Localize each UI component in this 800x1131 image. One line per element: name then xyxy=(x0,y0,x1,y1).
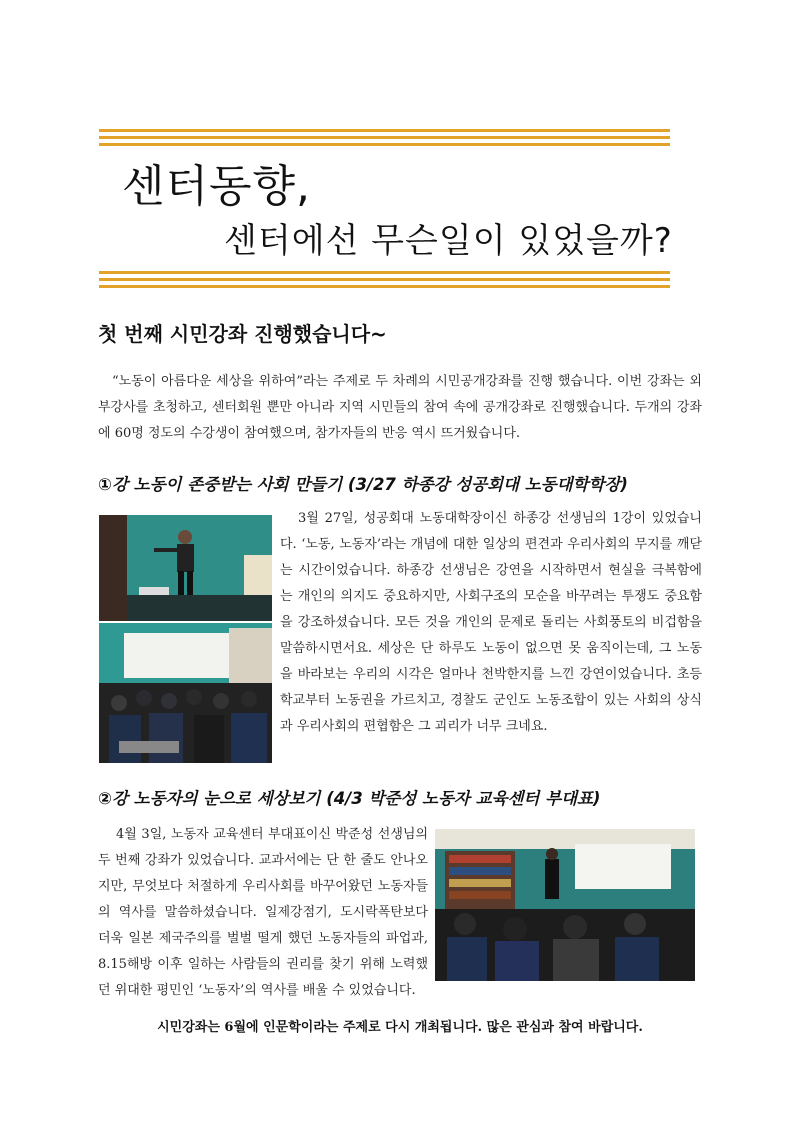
top-rule-3 xyxy=(99,143,670,146)
closing-notice: 시민강좌는 6월에 인문학이라는 주제로 다시 개최됩니다. 많은 관심과 참여 바랍니다. xyxy=(157,1020,643,1035)
lecture2-heading: ②강 노동자의 눈으로 세상보기 (4/3 박준성 노동자 교육센터 부대표) xyxy=(98,789,601,808)
lecture1-photo-speaker xyxy=(99,515,272,621)
lecture1-heading: ①강 노동이 존중받는 사회 만들기 (3/27 하종강 성공회대 노동대학학장) xyxy=(98,475,628,494)
bottom-rule-3 xyxy=(99,285,670,288)
top-rule-1 xyxy=(99,129,670,132)
page-title: 센터동향, xyxy=(122,161,312,212)
lecture2-paragraph: 4월 3일, 노동자 교육센터 부대표이신 박준성 선생님의 두 번째 강좌가 있었습니다. 교과서에는 단 한 줄도 안나오지만, 무엇보다 처절하게 우리사회를 바꾸어왔던 노동자들의 역사를 말씀하셨습니다. 일제강점기, 도시락폭탄보다 더욱 일본 제국주의를 벌벌 떨게 했던 노동자들의 파업과, 8.15해방 이후 일하는 사람들의 권리를 찾기 위해 노력했던 위대한 평민인 ‘노동자’의 역사를 배울 수 있었습니다. xyxy=(98,827,428,998)
section-heading: 첫 번째 시민강좌 진행했습니다~ xyxy=(98,322,387,346)
bottom-rule-2 xyxy=(99,278,670,281)
lecture1-photo-audience xyxy=(99,623,272,763)
bottom-rule-1 xyxy=(99,271,670,274)
lecture2-photo xyxy=(435,829,695,981)
intro-paragraph: “노동이 아름다운 세상을 위하여”라는 주제로 두 차례의 시민공개강좌를 진행 했습니다. 이번 강좌는 외부강사를 초청하고, 센터회원 뿐만 아니라 지역 시민들의 참여 속에 공개강좌로 진행했습니다. 두개의 강좌에 60명 정도의 수강생이 참여했으며, 참가자들의 반응 역시 뜨거웠습니다. xyxy=(98,374,702,441)
top-rule-2 xyxy=(99,136,670,139)
page-subtitle: 센터에선 무슨일이 있었을까? xyxy=(224,221,673,261)
lecture1-paragraph: 3월 27일, 성공회대 노동대학장이신 하종강 선생님의 1강이 있었습니다. ‘노동, 노동자’라는 개념에 대한 일상의 편견과 우리사회의 무지를 깨닫는 시간이었습니다. 하종강 선생님은 강연을 시작하면서 현실을 극복함에는 개인의 의지도 중요하지만, 사회구조의 모순을 바꾸려는 투쟁도 중요함을 강조하셨습니다. 모든 것을 개인의 문제로 돌리는 사회풍토의 비겁함을 말씀하시면서요. 세상은 단 하루도 노동이 없으면 못 움직이는데, 그 노동을 바라보는 우리의 시각은 얼마나 천박한지를 느낀 강연이었습니다. 초등학교부터 노동권을 가르치고, 경찰도 군인도 노동조합이 있는 사회의 상식과 우리사회의 편협함은 그 괴리가 너무 크네요. xyxy=(280,511,702,734)
